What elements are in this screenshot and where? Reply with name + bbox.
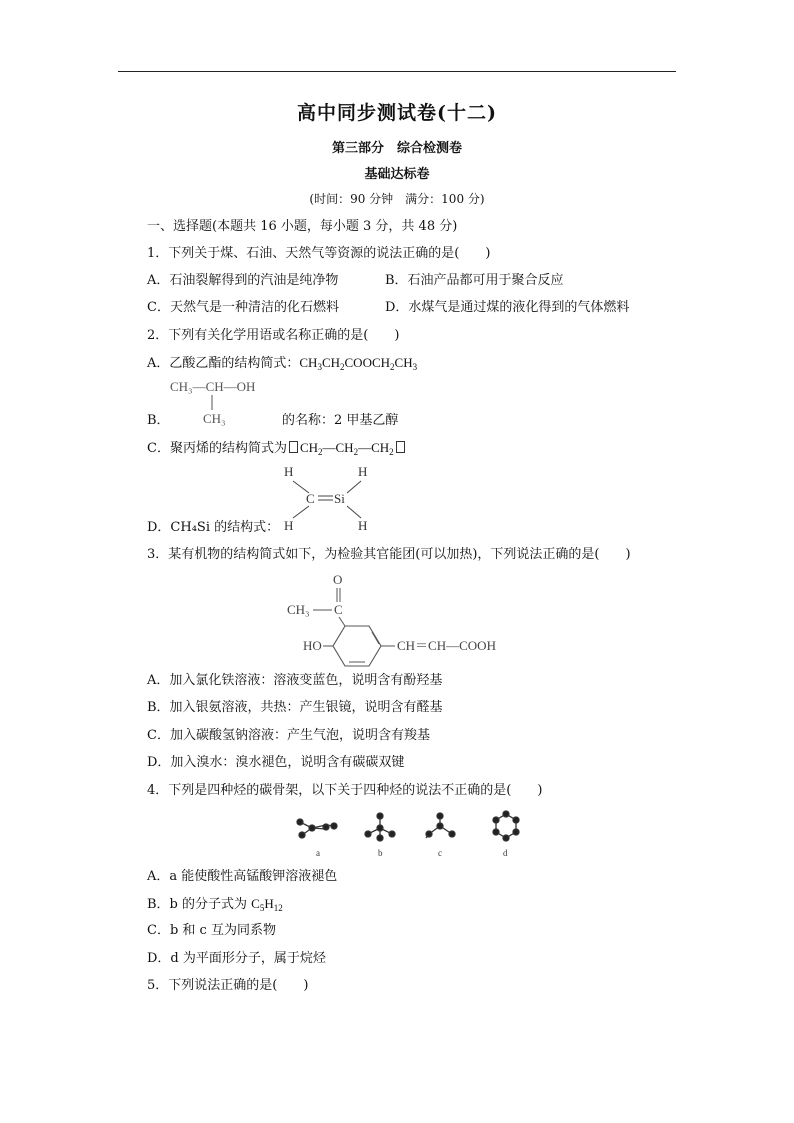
label-a: a [316, 848, 320, 858]
q2-b-structure [168, 376, 288, 430]
q2-option-b-label: B． [147, 413, 170, 428]
q3-option-d: D．加入溴水：溴水褪色，说明含有碳碳双键 [147, 755, 405, 770]
skeleton-c [426, 813, 455, 838]
q4-option-b [147, 896, 283, 913]
level-title: 基础达标卷 [364, 167, 430, 182]
svg-text:H: H [358, 518, 368, 533]
label-d: d [503, 848, 508, 858]
skeleton-a [297, 819, 337, 838]
svg-text:Si: Si [334, 491, 345, 506]
svg-text:H: H [284, 518, 294, 533]
q3-option-c: C．加入碳酸氢钠溶液：产生气泡，说明含有羧基 [147, 728, 430, 743]
q2-stem: 2．下列有关化学用语或名称正确的是( ) [147, 328, 400, 343]
svg-text:O: O [333, 572, 343, 587]
page-title: 高中同步测试卷(十二) [297, 102, 497, 124]
q1-option-b: B．石油产品都可用于聚合反应 [385, 273, 564, 288]
svg-text:C: C [306, 491, 315, 506]
svg-text:CH＝CH—COOH: CH＝CH—COOH [397, 638, 496, 653]
q4-option-d: D．d 为平面形分子，属于烷烃 [147, 951, 326, 966]
skeleton-b [365, 813, 395, 841]
svg-text:C: C [334, 602, 343, 617]
q2-option-a-text: A．乙酸乙酯的结构简式： [147, 356, 300, 371]
q2-b-struct-top: CH₃—CH—OH [170, 379, 256, 394]
q2-option-c-formula: $CH_2—CH_2—CH_2$ [299, 440, 394, 457]
q4-stem: 4．下列是四种烃的碳骨架，以下关于四种烃的说法不正确的是( ) [147, 783, 543, 798]
q2-option-c-text: C．聚丙烯的结构简式为 [147, 441, 287, 456]
q4-option-a: A．a 能使酸性高锰酸钾溶液褪色 [147, 869, 338, 884]
q3-option-b: B．加入银氨溶液，共热：产生银镜，说明含有醛基 [147, 700, 443, 715]
part-title: 第三部分 综合检测卷 [331, 141, 462, 156]
q3-stem: 3．某有机物的结构简式如下，为检验其官能团(可以加热)，下列说法正确的是( ) [147, 547, 631, 562]
time-note: (时间：90 分钟 满分：100 分) [309, 192, 485, 206]
q2-d-structure [278, 461, 388, 535]
q2-option-c [147, 440, 407, 457]
q1-option-d: D．水煤气是通过煤的液化得到的气体燃料 [385, 300, 630, 315]
q2-b-struct-bottom: CH₃ [203, 411, 226, 426]
bracket-left-icon [289, 441, 298, 453]
q2-option-a [147, 355, 417, 372]
q2-option-b-text: 的名称：2 甲基乙醇 [282, 413, 399, 428]
q3-option-a: A．加入氯化铁溶液：溶液变蓝色，说明含有酚羟基 [147, 673, 443, 688]
label-c: c [438, 848, 442, 858]
svg-text:CH₃: CH₃ [287, 602, 310, 617]
q2-option-a-formula: $CH_3CH_2COOCH_2CH_3$ [299, 355, 418, 372]
header-rule [118, 71, 676, 72]
q3-structure [285, 568, 545, 668]
q1-stem: 1．下列关于煤、石油、天然气等资源的说法正确的是( ) [147, 246, 491, 261]
svg-text:H: H [358, 464, 368, 479]
label-b: b [378, 848, 383, 858]
svg-text:HO: HO [303, 638, 322, 653]
q4-option-b-formula: $C_5H_{12}$ [251, 896, 283, 913]
svg-text:H: H [284, 464, 294, 479]
bracket-right-icon [396, 441, 405, 453]
q4-option-b-text: B．b 的分子式为 [147, 897, 252, 912]
q5-stem: 5．下列说法正确的是( ) [147, 978, 309, 993]
q4-carbon-skeletons [290, 808, 540, 862]
q2-option-d: D．CH₄Si 的结构式： [147, 520, 280, 535]
skeleton-d [493, 811, 519, 841]
q4-option-c: C．b 和 c 互为同系物 [147, 923, 276, 938]
section-heading: 一、选择题(本题共 16 小题，每小题 3 分，共 48 分) [147, 219, 458, 234]
q1-option-a: A．石油裂解得到的汽油是纯净物 [147, 273, 339, 288]
q1-option-c: C．天然气是一种清洁的化石燃料 [147, 300, 339, 315]
